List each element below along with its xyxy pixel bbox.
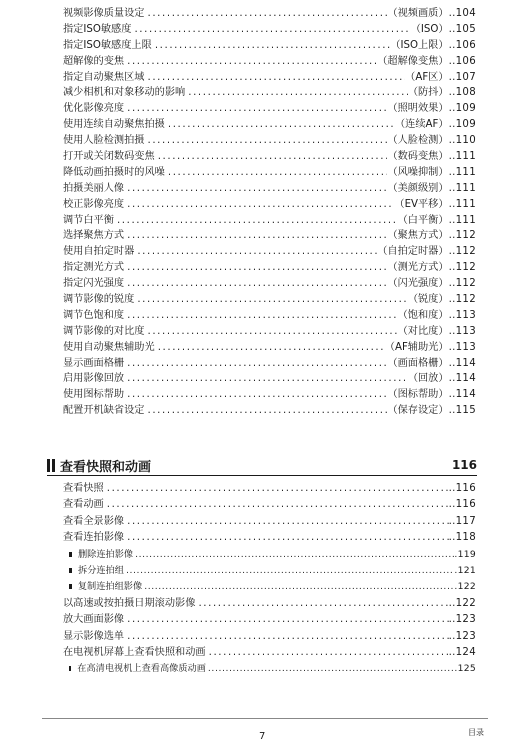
toc-entry[interactable] <box>63 133 476 149</box>
page-leader: .. <box>448 119 456 131</box>
page-leader: . <box>454 581 458 593</box>
entry-page-number: 107 <box>455 71 476 83</box>
entry-setting-tag: （画面格栅） <box>387 357 449 369</box>
page-leader: .. <box>448 515 456 527</box>
page-leader: .. <box>448 103 456 115</box>
entry-label: 查看全景影像 <box>63 515 125 527</box>
entry-setting-tag: （ISO） <box>410 23 449 35</box>
dot-leader <box>165 117 395 133</box>
toc-playback-list <box>63 481 476 678</box>
entry-label: 使用自拍定时器 <box>63 246 135 258</box>
entry-page-number: 106 <box>455 39 476 51</box>
page-leader: .. <box>448 646 456 658</box>
dot-leader <box>145 70 406 86</box>
dot-leader <box>155 340 385 356</box>
entry-page-number: 119 <box>457 548 476 560</box>
entry-setting-tag: （AF辅助光） <box>384 341 449 353</box>
toc-entry[interactable] <box>63 85 476 101</box>
dot-leader <box>104 481 449 497</box>
entry-page-number: 110 <box>455 135 476 147</box>
toc-subentry[interactable] <box>63 661 476 677</box>
entry-label: 使用图标帮助 <box>63 389 125 401</box>
page-leader: .. <box>448 135 456 147</box>
entry-page-number: 109 <box>455 119 476 131</box>
entry-page-number: 114 <box>455 357 476 369</box>
dot-leader <box>206 645 449 661</box>
toc-entry[interactable] <box>63 514 476 530</box>
entry-label: 使用人脸检测拍摄 <box>63 135 145 147</box>
entry-page-number: 113 <box>455 309 476 321</box>
entry-label: 视频影像质量设定 <box>63 8 145 19</box>
entry-page-number: 109 <box>455 103 476 115</box>
entry-label: 在高清电视机上查看高像质动画 <box>77 663 206 675</box>
entry-page-number: 104 <box>455 8 476 19</box>
entry-page-number: 124 <box>455 646 476 658</box>
entry-label: 放大画面影像 <box>63 614 125 626</box>
entry-label: 拆分连拍组 <box>78 564 124 576</box>
entry-label: 使用连续自动聚焦拍摄 <box>63 119 165 131</box>
entry-label: 使用自动聚焦辅助光 <box>63 341 155 353</box>
square-bullet-icon <box>69 552 72 557</box>
entry-setting-tag: （回放） <box>407 373 449 385</box>
entry-label: 优化影像亮度 <box>63 103 125 115</box>
toc-entry[interactable] <box>63 70 476 86</box>
entry-setting-tag: （闪光强度） <box>387 278 449 290</box>
toc-entry[interactable] <box>63 629 476 645</box>
toc-entry[interactable] <box>63 101 476 117</box>
dot-leader <box>124 387 387 403</box>
square-bullet-icon <box>69 666 71 671</box>
dot-leader <box>124 530 448 546</box>
entry-label: 减少相机和对象移动的影响 <box>63 87 186 99</box>
toc-entry[interactable] <box>63 276 476 292</box>
section-marker-icon <box>47 459 55 472</box>
entry-page-number: 105 <box>455 23 476 35</box>
toc-entry[interactable] <box>63 308 476 324</box>
page-leader: .. <box>448 597 456 609</box>
entry-page-number: 118 <box>455 532 476 544</box>
toc-entry[interactable] <box>63 645 476 661</box>
entry-label: 选择聚焦方式 <box>63 230 125 242</box>
entry-setting-tag: （饱和度） <box>397 309 449 321</box>
page-leader: . <box>454 663 458 675</box>
section-divider <box>47 475 477 476</box>
page-leader: .. <box>448 39 456 51</box>
dot-leader <box>124 563 454 579</box>
page-leader: . <box>454 548 458 560</box>
page-leader: .. <box>448 499 456 511</box>
entry-label: 以高速或按拍摄日期滚动影像 <box>63 597 196 609</box>
entry-label: 超解像的变焦 <box>63 55 125 67</box>
entry-label: 降低动画拍摄时的风噪 <box>63 166 165 178</box>
dot-leader <box>155 149 388 165</box>
dot-leader <box>124 371 408 387</box>
entry-page-number: 123 <box>455 614 476 626</box>
dot-leader <box>114 213 398 229</box>
entry-label: 显示影像选单 <box>63 630 125 642</box>
toc-entry[interactable] <box>63 481 476 497</box>
toc-subentry[interactable] <box>63 563 476 579</box>
entry-page-number: 112 <box>455 262 476 274</box>
page-leader: .. <box>448 357 456 369</box>
entry-label: 查看动画 <box>63 499 104 511</box>
entry-label: 查看快照 <box>63 483 104 494</box>
page-leader: .. <box>448 230 456 242</box>
entry-page-number: 108 <box>455 87 476 99</box>
entry-label: 指定闪光强度 <box>63 278 125 290</box>
entry-page-number: 111 <box>455 214 476 226</box>
toc-entry[interactable] <box>63 22 476 38</box>
page-leader: .. <box>448 8 456 19</box>
dot-leader <box>124 54 377 70</box>
page-leader: .. <box>448 294 456 306</box>
entry-label: 调节影像的对比度 <box>63 325 145 337</box>
dot-leader <box>124 514 448 530</box>
entry-setting-tag: （视频画质） <box>387 8 449 19</box>
entry-label: 拍摄美丽人像 <box>63 182 125 194</box>
entry-page-number: 112 <box>455 246 476 258</box>
dot-leader <box>134 244 377 260</box>
entry-label: 调节影像的锐度 <box>63 294 135 306</box>
dot-leader <box>133 547 454 563</box>
entry-page-number: 121 <box>457 564 476 576</box>
page-leader: .. <box>448 309 456 321</box>
entry-setting-tag: （风噪抑制） <box>387 166 449 178</box>
entry-page-number: 122 <box>457 581 476 593</box>
page-leader: .. <box>448 389 456 401</box>
toc-entry[interactable] <box>63 228 476 244</box>
entry-page-number: 111 <box>455 182 476 194</box>
dot-leader <box>185 85 408 101</box>
entry-setting-tag: （锐度） <box>407 294 449 306</box>
entry-setting-tag: （防抖） <box>407 87 449 99</box>
footer-toc-label[interactable]: 目录 <box>468 728 484 737</box>
toc-entry[interactable] <box>63 612 476 628</box>
dot-leader <box>124 101 387 117</box>
toc-entry[interactable] <box>63 497 476 513</box>
entry-setting-tag: （对比度） <box>397 325 449 337</box>
dot-leader <box>145 324 398 340</box>
toc-entry[interactable] <box>63 292 476 308</box>
entry-page-number: 111 <box>455 198 476 210</box>
entry-page-number: 122 <box>455 597 476 609</box>
toc-entry[interactable] <box>63 530 476 546</box>
toc-entry[interactable] <box>63 260 476 276</box>
dot-leader <box>206 661 454 677</box>
page-leader: .. <box>448 405 456 417</box>
entry-page-number: 117 <box>455 515 476 527</box>
page-leader: .. <box>448 23 456 35</box>
toc-entry[interactable] <box>63 117 476 133</box>
page-leader: .. <box>448 55 456 67</box>
toc-subentry[interactable] <box>63 579 476 595</box>
toc-entry[interactable] <box>63 181 476 197</box>
dot-leader <box>124 228 387 244</box>
dot-leader <box>134 292 408 308</box>
dot-leader <box>124 181 387 197</box>
entry-setting-tag: （数码变焦） <box>387 151 449 163</box>
toc-entry[interactable] <box>63 149 476 165</box>
entry-label: 启用影像回放 <box>63 373 125 385</box>
toc-entry[interactable] <box>63 213 476 229</box>
entry-setting-tag: （EV平移） <box>394 198 449 210</box>
entry-label: 查看连拍影像 <box>63 532 125 544</box>
entry-label: 调节白平衡 <box>63 214 114 226</box>
toc-entry[interactable] <box>63 165 476 181</box>
toc-entry[interactable] <box>63 340 476 356</box>
square-bullet-icon <box>69 584 72 589</box>
entry-page-number: 106 <box>455 55 476 67</box>
dot-leader <box>145 133 388 149</box>
entry-setting-tag: （图标帮助） <box>387 389 449 401</box>
entry-setting-tag: （ISO上限） <box>390 39 449 51</box>
square-bullet-icon <box>69 568 72 573</box>
section-heading[interactable] <box>47 456 477 474</box>
toc-entry[interactable] <box>63 371 476 387</box>
dot-leader <box>124 356 387 372</box>
section-page-number: 116 <box>451 458 477 472</box>
entry-page-number: 111 <box>455 151 476 163</box>
entry-page-number: 111 <box>455 166 476 178</box>
page-leader: .. <box>448 198 456 210</box>
toc-entry[interactable] <box>63 596 476 612</box>
entry-page-number: 113 <box>455 341 476 353</box>
page-leader: .. <box>448 614 456 626</box>
dot-leader <box>152 38 391 54</box>
dot-leader <box>124 612 448 628</box>
page-leader: .. <box>448 373 456 385</box>
entry-page-number: 112 <box>455 230 476 242</box>
entry-setting-tag: （保存设定） <box>387 405 449 417</box>
entry-label: 指定自动聚焦区域 <box>63 71 145 83</box>
entry-setting-tag: （自拍定时器） <box>377 246 449 258</box>
entry-setting-tag: （超解像变焦） <box>377 55 449 67</box>
toc-entry[interactable] <box>63 356 476 372</box>
entry-setting-tag: （聚焦方式） <box>387 230 449 242</box>
page-leader: .. <box>448 151 456 163</box>
entry-label: 在电视机屏幕上查看快照和动画 <box>63 646 206 658</box>
entry-page-number: 125 <box>457 663 476 675</box>
page-leader: . <box>454 564 458 576</box>
entry-page-number: 116 <box>455 483 476 494</box>
dot-leader <box>124 276 387 292</box>
toc-settings-list <box>63 6 476 419</box>
entry-page-number: 114 <box>455 389 476 401</box>
toc-entry[interactable] <box>63 387 476 403</box>
page-leader: .. <box>448 532 456 544</box>
page-leader: .. <box>448 483 456 494</box>
toc-entry[interactable] <box>63 6 476 22</box>
entry-page-number: 115 <box>455 405 476 417</box>
entry-page-number: 113 <box>455 325 476 337</box>
footer-divider <box>42 718 488 719</box>
page-leader: .. <box>448 182 456 194</box>
entry-setting-tag: （人脸检测） <box>387 135 449 147</box>
page-leader: .. <box>448 87 456 99</box>
entry-setting-tag: （测光方式） <box>387 262 449 274</box>
page-leader: .. <box>448 71 456 83</box>
entry-label: 指定ISO敏感度上限 <box>63 39 152 51</box>
entry-label: 指定ISO敏感度 <box>63 23 132 35</box>
toc-entry[interactable] <box>63 54 476 70</box>
page-leader: .. <box>448 214 456 226</box>
dot-leader <box>145 403 388 419</box>
page-leader: .. <box>448 246 456 258</box>
entry-label: 配置开机缺省设定 <box>63 405 145 417</box>
dot-leader <box>124 629 448 645</box>
entry-page-number: 112 <box>455 278 476 290</box>
entry-page-number: 112 <box>455 294 476 306</box>
entry-label: 复制连拍组影像 <box>77 581 143 593</box>
toc-entry[interactable] <box>63 244 476 260</box>
entry-setting-tag: （美颜级别） <box>387 182 449 194</box>
section-title: 查看快照和动画 <box>60 459 152 475</box>
entry-label: 打开或关闭数码变焦 <box>63 151 155 163</box>
page-leader: .. <box>448 166 456 178</box>
dot-leader <box>124 197 394 213</box>
toc-entry[interactable] <box>63 197 476 213</box>
entry-label: 指定测光方式 <box>63 262 125 274</box>
toc-entry[interactable] <box>63 403 476 419</box>
entry-setting-tag: （AF区） <box>405 71 449 83</box>
dot-leader <box>142 579 454 595</box>
toc-subentry[interactable] <box>63 547 476 563</box>
dot-leader <box>104 497 449 513</box>
footer-page-number: 7 <box>259 731 266 742</box>
entry-setting-tag: （白平衡） <box>397 214 449 226</box>
entry-label: 删除连拍影像 <box>77 548 134 560</box>
toc-entry[interactable] <box>63 324 476 340</box>
dot-leader <box>131 22 410 38</box>
page-leader: .. <box>448 341 456 353</box>
dot-leader <box>124 308 398 324</box>
entry-label: 显示画面格栅 <box>63 357 125 369</box>
toc-entry[interactable] <box>63 38 476 54</box>
entry-page-number: 123 <box>455 630 476 642</box>
entry-page-number: 116 <box>455 499 476 511</box>
page-leader: .. <box>448 630 456 642</box>
dot-leader <box>145 6 388 22</box>
page-leader: .. <box>448 278 456 290</box>
entry-setting-tag: （照明效果） <box>387 103 449 115</box>
page-leader: .. <box>448 262 456 274</box>
dot-leader <box>195 596 448 612</box>
dot-leader <box>124 260 387 276</box>
dot-leader <box>165 165 388 181</box>
page-leader: .. <box>448 325 456 337</box>
entry-label: 校正影像亮度 <box>63 198 125 210</box>
entry-setting-tag: （连续AF） <box>394 119 449 131</box>
entry-label: 调节色饱和度 <box>63 309 125 321</box>
entry-page-number: 114 <box>455 373 476 385</box>
